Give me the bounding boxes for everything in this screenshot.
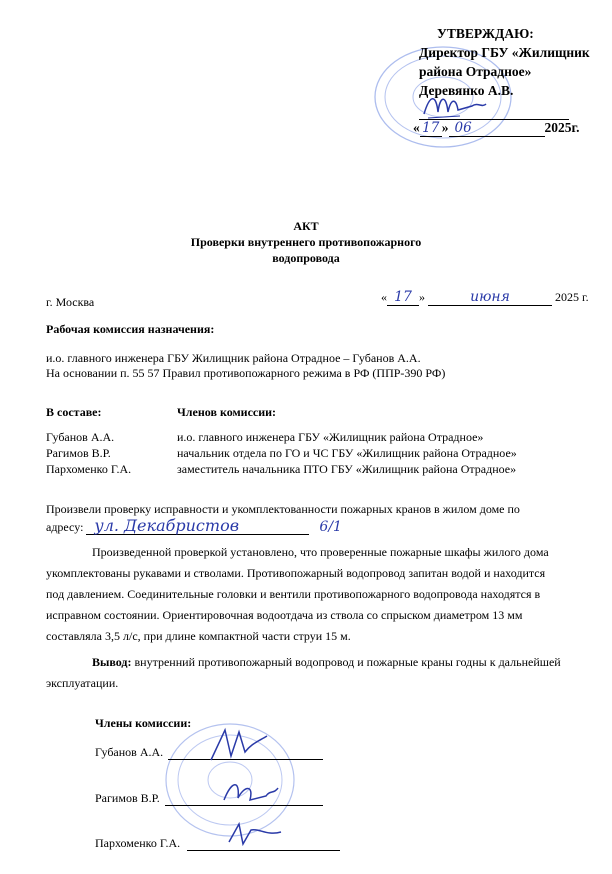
conclusion-line1 — [92, 655, 561, 670]
act-date-year: 2025 г. — [555, 290, 589, 304]
city: г. Москва — [46, 295, 95, 309]
act-date-close: » — [419, 290, 425, 304]
doc-title-line2: Проверки внутреннего противопожарного — [190, 235, 422, 249]
approval-position-line2: района Отрадное» — [419, 64, 532, 79]
address-handwritten: ул. Декабристов — [86, 518, 309, 535]
conclusion-line2: эксплуатации. — [46, 676, 119, 690]
approval-position-line1: Директор ГБУ «Жилищник — [419, 45, 590, 60]
commission-heading: Рабочая комиссия назначения: — [46, 322, 215, 336]
conclusion-text: внутренний противопожарный водопровод и пожарные краны годны к дальнейшей — [131, 655, 561, 669]
act-date — [381, 289, 589, 306]
doc-title: АКТ — [293, 219, 319, 233]
signer-name: Губанов А.А. — [95, 745, 164, 759]
handwritten-signature-icon — [225, 816, 285, 850]
member-name: Рагимов В.Р. — [46, 446, 111, 460]
act-date-month: июня — [428, 289, 552, 306]
approval-date-year: 2025г. — [544, 120, 580, 135]
approval-signature-icon — [420, 88, 490, 122]
address-label: адресу: — [46, 520, 84, 534]
member-position: и.о. главного инженера ГБУ «Жилищник района Отрадное» — [177, 430, 484, 444]
address-line — [46, 518, 342, 535]
approval-date-mid: » — [441, 120, 449, 135]
signer-name: Рагимов В.Р. — [95, 791, 160, 805]
signer-name: Пархоменко Г.А. — [95, 836, 181, 850]
approval-heading: УТВЕРЖДАЮ: — [437, 26, 534, 41]
finding-line1: Произведенной проверкой установлено, что проверенные пожарные шкафы жилого дома — [92, 545, 549, 559]
commission-chair: и.о. главного инженера ГБУ Жилищник района Отрадное – Губанов А.А. — [46, 351, 421, 365]
signatures-heading: Члены комиссии: — [95, 716, 192, 730]
finding-line2: укомплектованы рукавами и стволами. Противопожарный водопровод запитан водой и находится — [46, 566, 546, 580]
composition-label: В составе: — [46, 405, 102, 419]
member-position: начальник отдела по ГО и ЧС ГБУ «Жилищник района Отрадное» — [177, 446, 517, 460]
approval-date-month: 06 — [449, 120, 545, 137]
handwritten-signature-icon — [220, 776, 280, 810]
member-name: Пархоменко Г.А. — [46, 462, 132, 476]
finding-line4: исправном состоянии. Ориентировочная водоотдача из ствола со спрыском диаметром 13 мм — [46, 608, 523, 622]
finding-line5: составляла 3,5 л/с, при длине компактной части струи 15 м. — [46, 629, 351, 643]
doc-title-line3: водопровода — [272, 251, 340, 265]
handwritten-signature-icon — [205, 722, 275, 766]
finding-line3: под давлением. Соединительные головки и вентили противопожарного водопровода находятся в — [46, 587, 541, 601]
approval-date-open: « — [413, 120, 420, 135]
act-date-day: 17 — [387, 289, 419, 306]
act-date-open: « — [381, 290, 387, 304]
conclusion-label: Вывод: — [92, 655, 132, 669]
approval-date-day: 17 — [420, 120, 442, 137]
members-label: Членов комиссии: — [177, 405, 277, 419]
member-position: заместитель начальника ПТО ГБУ «Жилищник района Отрадное» — [177, 462, 517, 476]
check-text: Произвели проверку исправности и укомплектованности пожарных кранов в жилом доме по — [46, 502, 520, 516]
approval-date — [413, 120, 579, 137]
approval-signer: Деревянко А.В. — [419, 83, 514, 98]
address-number: 6/1 — [319, 519, 342, 535]
commission-basis: На основании п. 55 57 Правил противопожарного режима в РФ (ППР-390 РФ) — [46, 366, 446, 380]
member-name: Губанов А.А. — [46, 430, 115, 444]
